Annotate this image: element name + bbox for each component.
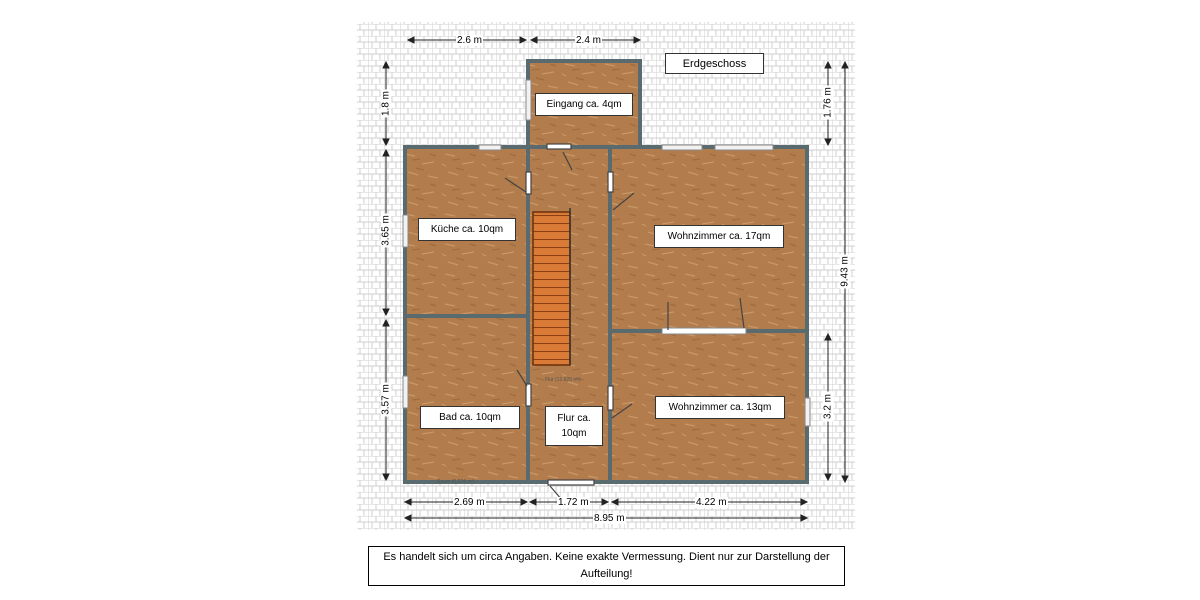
dim-left-top: 1.8 m <box>380 91 392 117</box>
disclaimer-note: Es handelt sich um circa Angaben. Keine exakte Vermessung. Dient nur zur Darstellung der Aufteilung! <box>368 546 845 586</box>
dim-right-top: 1.76 m <box>822 87 834 118</box>
room-label-kueche: Küche ca. 10qm <box>418 218 516 241</box>
dim-bottom-mid: 1.72 m <box>558 497 589 508</box>
raum-area-tag: Raum (0.274 m²) <box>437 479 475 485</box>
dim-bottom-right: 4.22 m <box>696 497 727 508</box>
dim-top-right: 2.4 m <box>576 35 602 46</box>
dim-bottom-total: 8.95 m <box>594 513 625 524</box>
room-label-flur: Flur ca. 10qm <box>545 406 603 446</box>
flur-area-tag: Flur (12.829 m²) <box>545 377 581 383</box>
floor-title: Erdgeschoss <box>665 53 764 74</box>
room-label-eingang: Eingang ca. 4qm <box>535 93 633 116</box>
dim-right-bottom: 3.2 m <box>823 392 834 422</box>
dim-left-bottom: 3.57 m <box>380 384 392 415</box>
dim-left-mid: 3.65 m <box>380 215 392 246</box>
room-label-bad: Bad ca. 10qm <box>420 406 520 429</box>
dim-right-total: 9.43 m <box>839 256 851 287</box>
room-label-wohnzimmer-17: Wohnzimmer ca. 17qm <box>654 225 784 248</box>
dim-bottom-left: 2.69 m <box>454 497 485 508</box>
room-label-wohnzimmer-13: Wohnzimmer ca. 13qm <box>655 396 785 419</box>
staircase <box>533 212 570 365</box>
dim-top-left: 2.6 m <box>457 35 483 46</box>
